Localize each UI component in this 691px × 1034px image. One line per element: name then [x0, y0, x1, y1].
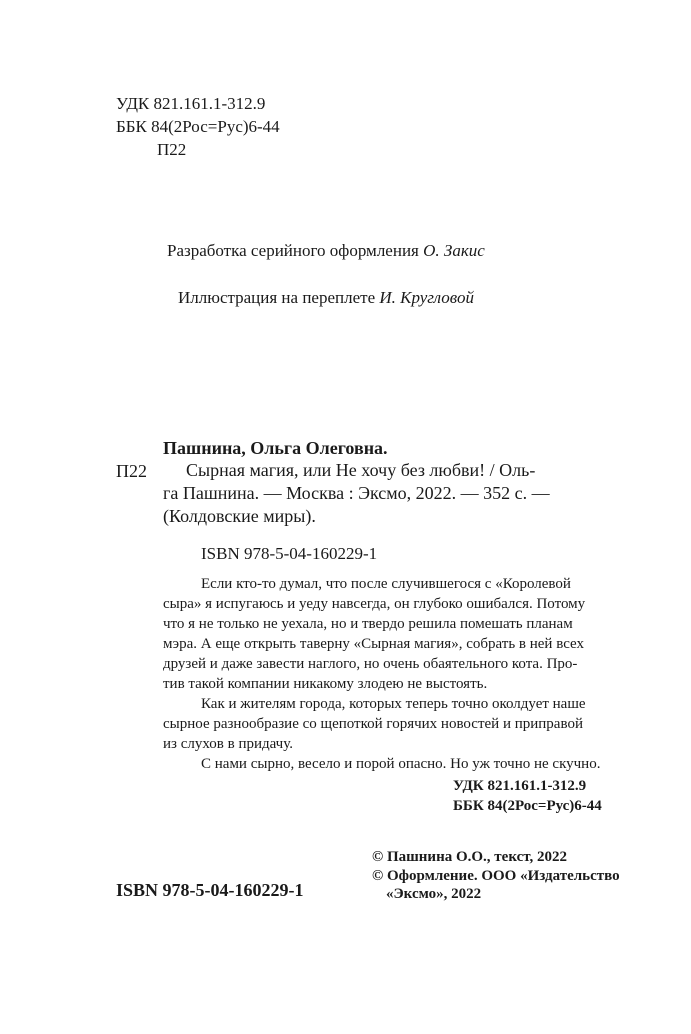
footer-bbk-code: ББК 84(2Рос=Рус)6-44	[453, 798, 602, 814]
bbk-code: ББК 84(2Рос=Рус)6-44	[116, 117, 280, 136]
author-mark: П22	[157, 140, 187, 159]
footer-isbn: ISBN 978-5-04-160229-1	[116, 880, 304, 900]
entry-isbn: ISBN 978-5-04-160229-1	[201, 544, 378, 563]
illustration-credit-name: И. Кругловой	[379, 288, 474, 307]
illustration-credit	[178, 288, 474, 308]
footer-udk-code: УДК 821.161.1-312.9	[453, 778, 587, 794]
annotation-line: из слухов в придачу.	[163, 736, 293, 752]
entry-line-1: Сырная магия, или Не хочу без любви! / Оль-	[186, 460, 536, 480]
copyright-design-cont: «Эксмо», 2022	[386, 886, 482, 902]
entry-author: Пашнина, Ольга Олеговна.	[163, 438, 388, 458]
annotation-line: Если кто-то думал, что после случившегося с «Королевой	[201, 576, 571, 592]
annotation	[163, 574, 613, 774]
entry-line-3: (Колдовские миры).	[163, 506, 316, 526]
annotation-line: Как и жителям города, которых теперь точно околдует наше	[201, 696, 586, 712]
entry-line-2: га Пашнина. — Москва : Эксмо, 2022. — 352 с. —	[163, 483, 550, 503]
annotation-line: С нами сырно, весело и порой опасно. Но уж точно не скучно.	[201, 756, 601, 772]
annotation-line: что я не только не уехала, но и твердо решила помешать планам	[163, 616, 573, 632]
annotation-line: мэра. А еще открыть таверну «Сырная магия», собрать в ней всех	[163, 636, 585, 652]
copyright-design: © Оформление. ООО «Издательство	[372, 868, 620, 884]
annotation-paragraph-2	[163, 694, 613, 754]
design-credit	[167, 241, 485, 261]
entry-author-mark: П22	[116, 461, 147, 481]
design-credit-name: О. Закис	[423, 241, 485, 260]
udk-code: УДК 821.161.1-312.9	[116, 94, 266, 113]
annotation-line: сыра» я испугаюсь и уеду навсегда, он глубоко ошибался. Потому	[163, 596, 586, 612]
entry-description	[163, 459, 583, 528]
annotation-paragraph-3	[163, 754, 613, 774]
annotation-line: сырное разнообразие со щепоткой горячих новостей и приправой	[163, 716, 583, 732]
annotation-line: друзей и даже завести наглого, но очень обаятельного кота. Про-	[163, 656, 578, 672]
illustration-credit-prefix: Иллюстрация на переплете	[178, 288, 380, 307]
annotation-line: тив такой компании никакому злодею не выстоять.	[163, 676, 488, 692]
annotation-paragraph-1	[163, 574, 613, 694]
copyright-text: © Пашнина О.О., текст, 2022	[372, 849, 567, 865]
design-credit-prefix: Разработка серийного оформления	[167, 241, 424, 260]
